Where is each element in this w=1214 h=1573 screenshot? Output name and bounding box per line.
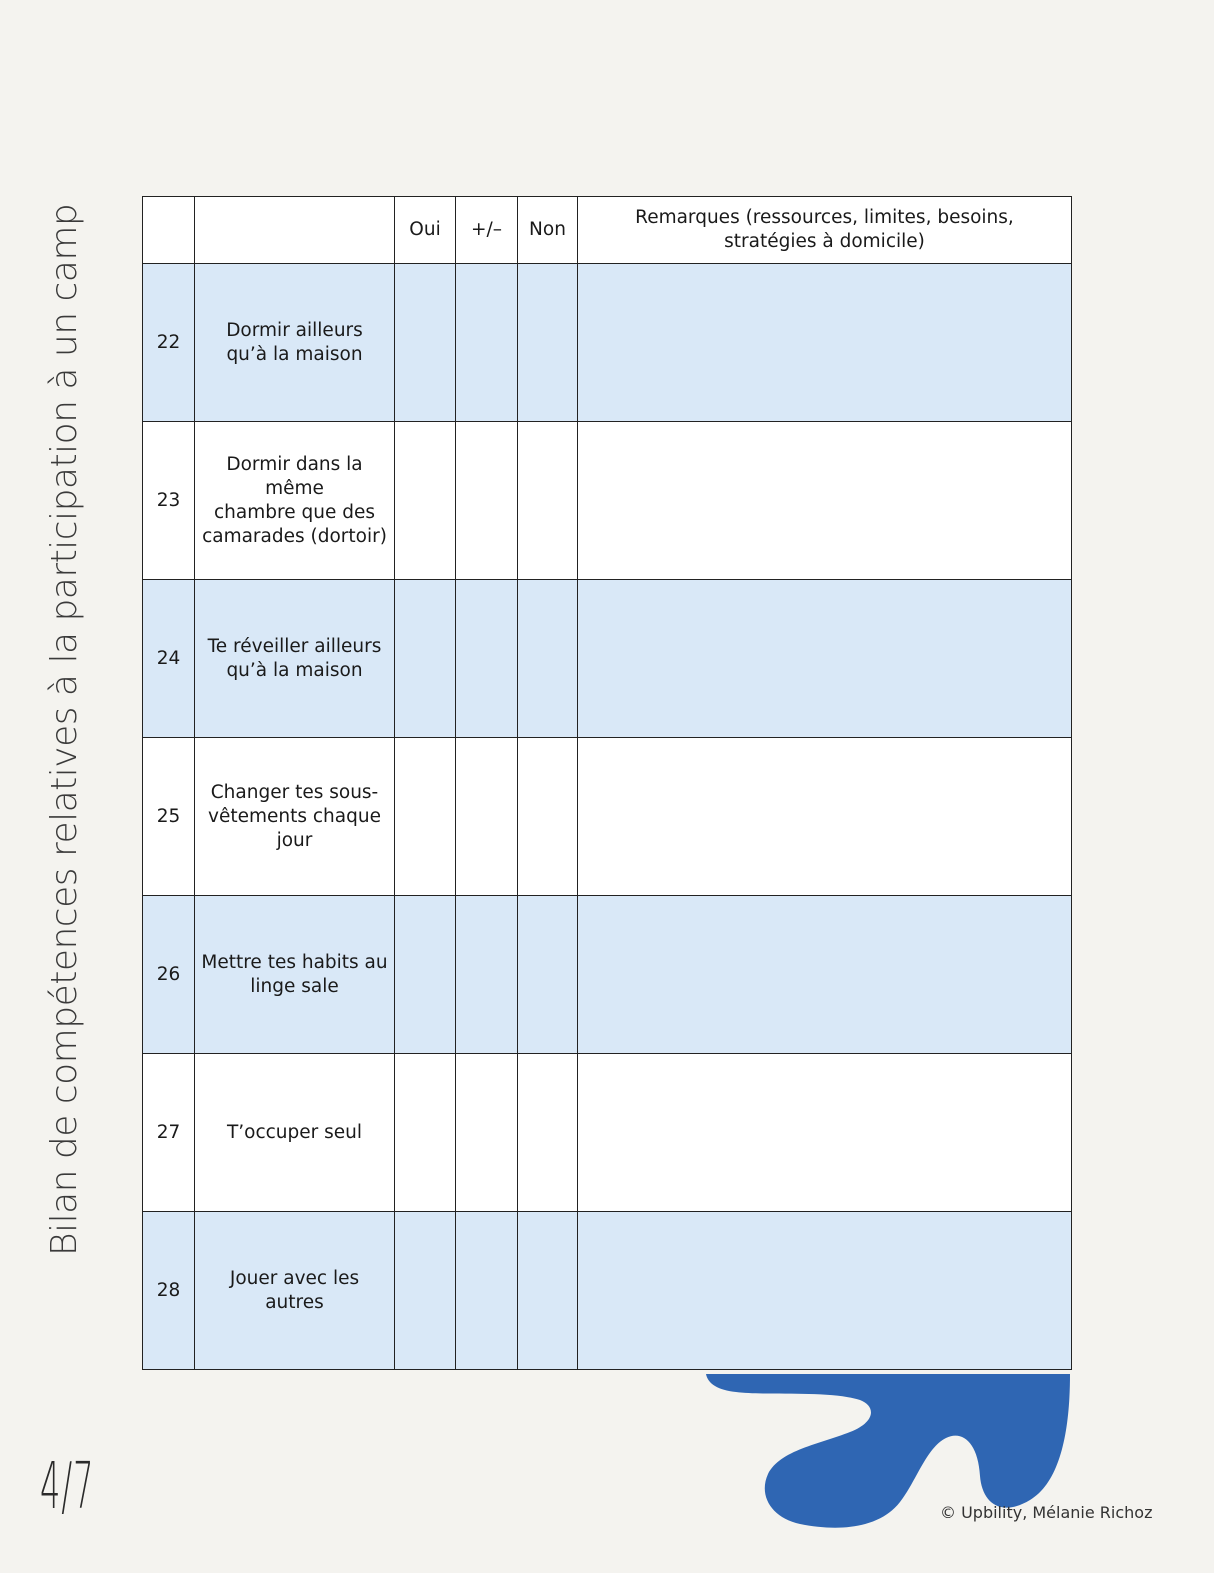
table-row [143, 1054, 1072, 1212]
row-number: 27 [143, 1054, 195, 1212]
plus-minus-cell[interactable] [456, 264, 518, 422]
table-row [143, 264, 1072, 422]
remarks-cell[interactable] [578, 738, 1072, 896]
header-remarks [578, 197, 1072, 264]
header-skill [195, 197, 395, 264]
row-number: 23 [143, 422, 195, 580]
row-skill [195, 738, 395, 896]
table-row [143, 1212, 1072, 1370]
non-cell[interactable] [518, 738, 578, 896]
non-cell[interactable] [518, 580, 578, 738]
row-skill-line: Te réveiller ailleurs [207, 635, 382, 657]
table-row [143, 422, 1072, 580]
row-skill [195, 1054, 395, 1212]
oui-cell[interactable] [395, 896, 456, 1054]
non-cell[interactable] [518, 896, 578, 1054]
remarks-cell[interactable] [578, 896, 1072, 1054]
row-skill-line: Changer tes sous- [210, 781, 379, 803]
header-remarks-line1: Remarques (ressources, limites, besoins, [635, 207, 1014, 228]
row-skill-line: qu’à la maison [226, 659, 363, 681]
row-number: 26 [143, 896, 195, 1054]
skills-table [142, 196, 1072, 1370]
row-number: 25 [143, 738, 195, 896]
row-skill [195, 264, 395, 422]
oui-cell[interactable] [395, 422, 456, 580]
header-non: Non [518, 197, 578, 264]
header-oui: Oui [395, 197, 456, 264]
non-cell[interactable] [518, 422, 578, 580]
plus-minus-cell[interactable] [456, 896, 518, 1054]
oui-cell[interactable] [395, 738, 456, 896]
header-plus-minus: +/– [456, 197, 518, 264]
row-skill-line: Jouer avec les autres [229, 1267, 360, 1313]
table-row [143, 580, 1072, 738]
row-skill-line: camarades (dortoir) [202, 525, 387, 547]
oui-cell[interactable] [395, 264, 456, 422]
row-skill [195, 422, 395, 580]
row-number: 24 [143, 580, 195, 738]
row-skill [195, 896, 395, 1054]
row-skill-line: Dormir dans la même [226, 453, 363, 499]
remarks-cell[interactable] [578, 1054, 1072, 1212]
row-skill-line: qu’à la maison [226, 343, 363, 365]
row-number: 22 [143, 264, 195, 422]
remarks-cell[interactable] [578, 422, 1072, 580]
plus-minus-cell[interactable] [456, 738, 518, 896]
plus-minus-cell[interactable] [456, 1212, 518, 1370]
row-skill-line: linge sale [250, 975, 339, 997]
row-skill-line: jour [276, 829, 313, 851]
row-skill-line: chambre que des [214, 501, 375, 523]
plus-minus-cell[interactable] [456, 580, 518, 738]
table-row [143, 896, 1072, 1054]
header-remarks-line2: stratégies à domicile) [724, 231, 925, 252]
row-skill [195, 580, 395, 738]
non-cell[interactable] [518, 264, 578, 422]
non-cell[interactable] [518, 1054, 578, 1212]
page-number: 4/7 [40, 1450, 95, 1524]
plus-minus-cell[interactable] [456, 422, 518, 580]
remarks-cell[interactable] [578, 1212, 1072, 1370]
header-number [143, 197, 195, 264]
remarks-cell[interactable] [578, 264, 1072, 422]
row-skill-line: T’occuper seul [226, 1121, 363, 1143]
row-skill-line: Dormir ailleurs [226, 319, 363, 341]
copyright: © Upbility, Mélanie Richoz [940, 1503, 1153, 1522]
oui-cell[interactable] [395, 1212, 456, 1370]
row-skill [195, 1212, 395, 1370]
side-title: Bilan de compétences relatives à la participation à un camp [44, 203, 85, 1256]
row-skill-line: Mettre tes habits au [201, 951, 388, 973]
oui-cell[interactable] [395, 1054, 456, 1212]
table-row [143, 738, 1072, 896]
remarks-cell[interactable] [578, 580, 1072, 738]
oui-cell[interactable] [395, 580, 456, 738]
table-header-row [143, 197, 1072, 264]
plus-minus-cell[interactable] [456, 1054, 518, 1212]
row-skill-line: vêtements chaque [208, 805, 381, 827]
non-cell[interactable] [518, 1212, 578, 1370]
row-number: 28 [143, 1212, 195, 1370]
